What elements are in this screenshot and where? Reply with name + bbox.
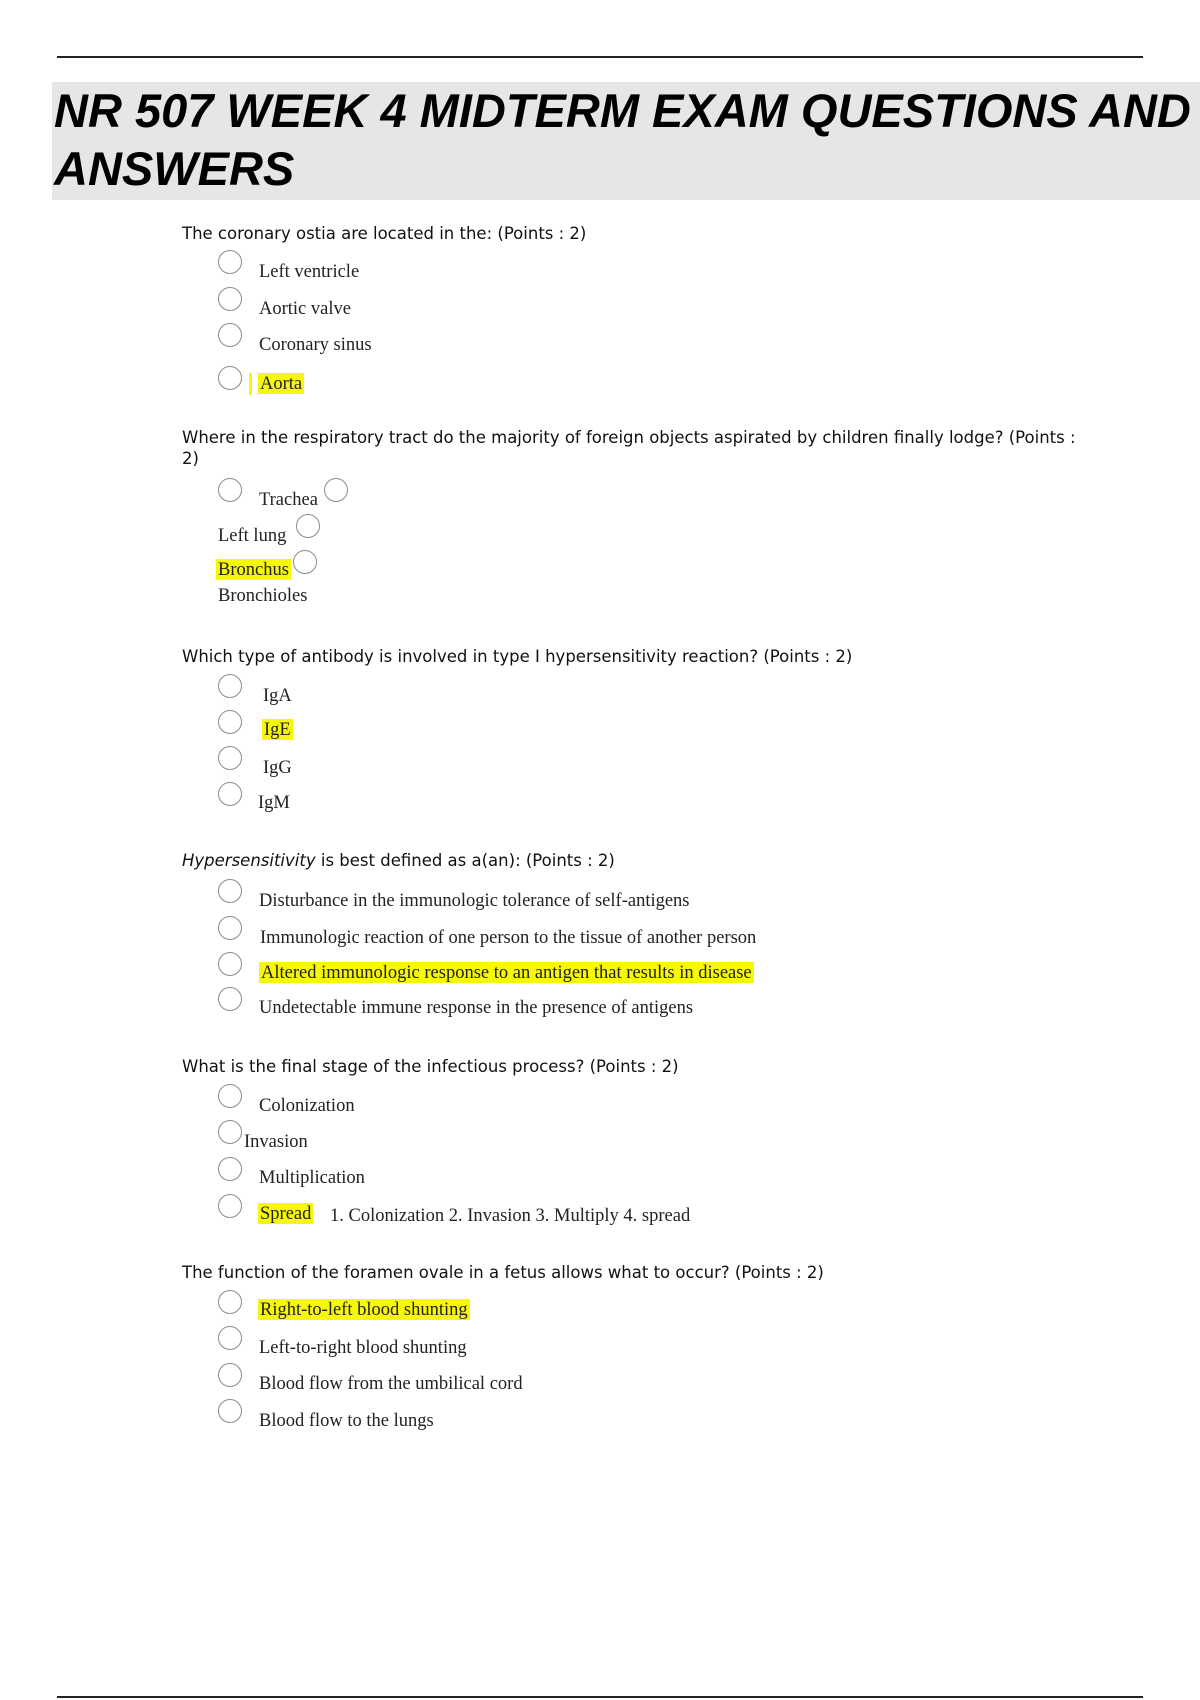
- radio-button-icon[interactable]: [218, 287, 242, 311]
- option-label: IgM: [258, 793, 290, 813]
- radio-button-icon[interactable]: [218, 674, 242, 698]
- radio-button-icon[interactable]: [218, 1120, 242, 1144]
- option-label: Multiplication: [259, 1168, 365, 1188]
- prompt-italic-term: Hypersensitivity: [182, 851, 316, 870]
- question-prompt: [182, 850, 1082, 871]
- radio-button-icon[interactable]: [218, 916, 242, 940]
- radio-button-icon[interactable]: [218, 478, 242, 502]
- highlight-mark: [249, 373, 252, 395]
- question-4: [182, 850, 1082, 871]
- radio-button-icon[interactable]: [218, 1326, 242, 1350]
- radio-button-icon[interactable]: [218, 323, 242, 347]
- answer-highlight: Bronchus: [218, 560, 289, 580]
- option-label: Invasion: [244, 1132, 308, 1152]
- option-label-highlighted: [258, 1202, 313, 1226]
- radio-button-icon[interactable]: [218, 782, 242, 806]
- question-1: [182, 223, 1082, 244]
- radio-button-icon[interactable]: [218, 879, 242, 903]
- option-label: Aortic valve: [259, 299, 351, 319]
- question-prompt: The function of the foramen ovale in a fetus allows what to occur? (Points : 2): [182, 1263, 824, 1282]
- question-prompt: Where in the respiratory tract do the majority of foreign objects aspirated by children finally lodge? (Points : 2): [182, 428, 1076, 468]
- option-label-highlighted: [258, 372, 304, 396]
- question-5: [182, 1056, 1082, 1077]
- option-label: Immunologic reaction of one person to the tissue of another person: [260, 928, 757, 948]
- option-label: Left-to-right blood shunting: [259, 1338, 467, 1358]
- question-prompt: Which type of antibody is involved in type I hypersensitivity reaction? (Points : 2): [182, 647, 853, 666]
- radio-button-icon[interactable]: [218, 710, 242, 734]
- answer-highlight: Right-to-left blood shunting: [260, 1300, 468, 1320]
- question-prompt: What is the final stage of the infectious process? (Points : 2): [182, 1057, 679, 1076]
- radio-button-icon[interactable]: [293, 550, 317, 574]
- title-band: [52, 82, 1200, 200]
- option-label: Left lung: [218, 526, 287, 546]
- radio-button-icon[interactable]: [218, 746, 242, 770]
- option-label: Coronary sinus: [259, 335, 372, 355]
- option-label: Blood flow from the umbilical cord: [259, 1374, 523, 1394]
- question-6: [182, 1262, 1082, 1283]
- option-label: Undetectable immune response in the presence of antigens: [259, 998, 694, 1018]
- radio-button-icon[interactable]: [218, 366, 242, 390]
- bottom-rule: [57, 1696, 1143, 1698]
- option-label: Blood flow to the lungs: [259, 1411, 434, 1431]
- question-2: [182, 427, 1082, 469]
- option-label-highlighted: [258, 1298, 470, 1322]
- radio-button-icon[interactable]: [218, 250, 242, 274]
- top-rule: [57, 56, 1143, 58]
- question-prompt: The coronary ostia are located in the: (Points : 2): [182, 224, 587, 243]
- answer-highlight: Aorta: [260, 374, 303, 394]
- radio-button-icon[interactable]: [218, 1290, 242, 1314]
- radio-button-icon[interactable]: [218, 1399, 242, 1423]
- option-label: Bronchioles: [218, 586, 308, 606]
- radio-button-icon[interactable]: [218, 1157, 242, 1181]
- radio-button-icon[interactable]: [218, 952, 242, 976]
- answer-note: 1. Colonization 2. Invasion 3. Multiply 4. spread: [330, 1206, 691, 1226]
- option-label: IgG: [263, 758, 292, 778]
- option-label: Colonization: [259, 1096, 355, 1116]
- answer-highlight: IgE: [264, 720, 291, 740]
- answer-highlight: Spread: [260, 1204, 312, 1224]
- radio-button-icon[interactable]: [218, 1194, 242, 1218]
- option-label-highlighted: [259, 961, 754, 985]
- radio-button-icon[interactable]: [218, 987, 242, 1011]
- option-label: IgA: [263, 686, 292, 706]
- radio-button-icon[interactable]: [218, 1084, 242, 1108]
- option-label: Left ventricle: [259, 262, 360, 282]
- radio-button-icon[interactable]: [218, 1363, 242, 1387]
- option-label-highlighted: [216, 558, 291, 582]
- answer-highlight: Altered immunologic response to an antigen that results in disease: [261, 963, 752, 983]
- option-label: Disturbance in the immunologic tolerance of self-antigens: [259, 891, 690, 911]
- radio-button-icon[interactable]: [324, 478, 348, 502]
- document-title: NR 507 WEEK 4 MIDTERM EXAM QUESTIONS AND ANSWERS: [54, 84, 1191, 195]
- option-label-highlighted: [262, 718, 293, 742]
- option-label: Trachea: [259, 490, 318, 510]
- question-3: [182, 646, 1082, 667]
- prompt-rest: is best defined as a(an): (Points : 2): [315, 851, 615, 870]
- radio-button-icon[interactable]: [296, 514, 320, 538]
